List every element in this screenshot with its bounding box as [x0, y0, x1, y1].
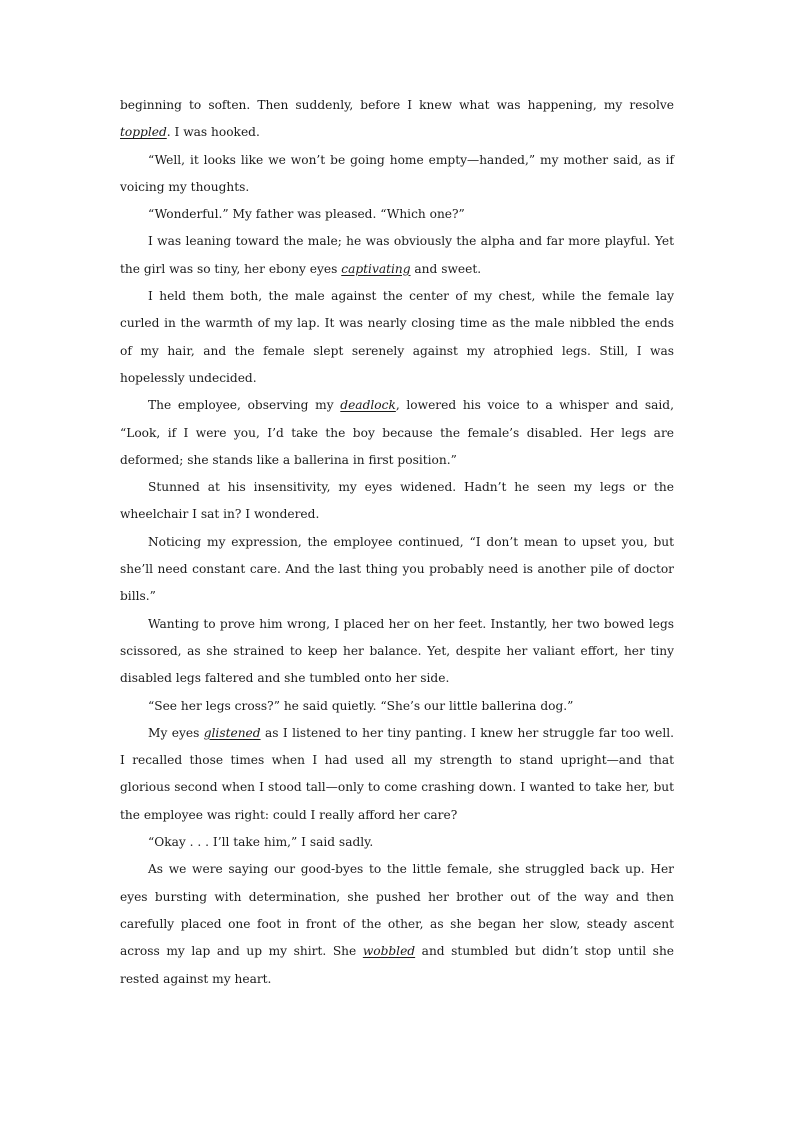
text-segment: and stumbled but didn’t stop until she rested against my heart.: [120, 944, 675, 986]
paragraph: [120, 201, 674, 228]
paragraph: [120, 147, 674, 202]
text-segment: I held them both, the male against the center of my chest, while the female lay curled in the warmth of my lap. It was nearly closing time as the male nibbled the ends of my hair, and the female slept serenely against my atrophied legs. Still, I was hopelessly undecided.: [120, 289, 674, 385]
vocab-word: captivating: [341, 261, 411, 276]
paragraph: [120, 611, 674, 693]
paragraph: [120, 228, 674, 283]
text-segment: As we were saying our good-byes to the little female, she struggled back up. Her eyes bursting with determination, she pushed her brother out of the way and then carefully placed one foot in front of the other, as she began her slow, steady ascent across my lap and up my shirt. She: [120, 862, 674, 959]
vocab-word: deadlock: [340, 398, 396, 413]
paragraph: [120, 693, 674, 720]
vocab-word: glistened: [203, 725, 261, 740]
text-segment: The employee, observing my: [148, 398, 341, 413]
document-body: [120, 92, 674, 993]
text-segment: “Okay . . . I’ll take him,” I said sadly.: [148, 835, 374, 850]
text-segment: as I listened to her tiny panting. I knew her struggle far too well. I recalled those times when I had used all my strength to stand upright—and that glorious second when I stood tall—only to come crashing down. I wanted to take her, but the employee was right: could I really afford her care?: [120, 725, 674, 822]
text-segment: , lowered his voice to a whisper and said, “Look, if I were you, I’d take the boy because the female’s disabled. Her legs are deformed; she stands like a ballerina in first position.”: [120, 398, 674, 467]
paragraph: [120, 392, 674, 474]
text-segment: Stunned at his insensitivity, my eyes widened. Hadn’t he seen my legs or the wheelchair I sat in? I wondered.: [120, 480, 674, 522]
paragraph: [120, 529, 674, 611]
paragraph: [120, 856, 674, 992]
paragraph: [120, 829, 674, 856]
vocab-word: wobbled: [362, 944, 416, 959]
text-segment: Noticing my expression, the employee continued, “I don’t mean to upset you, but she’ll need constant care. And the last thing you probably need is another pile of doctor bills.”: [120, 534, 674, 604]
paragraph: [120, 283, 674, 392]
text-segment: I was leaning toward the male; he was obviously the alpha and far more playful. Yet the girl was so tiny, her ebony eyes: [120, 234, 674, 276]
paragraph: [120, 474, 674, 529]
text-segment: “Well, it looks like we won’t be going home empty—handed,” my mother said, as if voicing my thoughts.: [120, 152, 674, 194]
text-segment: . I was hooked.: [166, 125, 260, 140]
vocab-word: toppled: [120, 125, 167, 140]
text-segment: beginning to soften. Then suddenly, before I knew what was happening, my resolve: [120, 98, 674, 112]
paragraph: [120, 92, 674, 147]
text-segment: Wanting to prove him wrong, I placed her on her feet. Instantly, her two bowed legs scissored, as she strained to keep her balance. Yet, despite her valiant effort, her tiny disabled legs faltered and she tumbled onto her side.: [120, 616, 674, 686]
text-segment: and sweet.: [410, 261, 482, 276]
paragraph: [120, 720, 674, 829]
text-segment: My eyes: [148, 725, 204, 740]
text-segment: “Wonderful.” My father was pleased. “Which one?”: [148, 207, 465, 222]
text-segment: “See her legs cross?” he said quietly. “She’s our little ballerina dog.”: [148, 698, 574, 713]
